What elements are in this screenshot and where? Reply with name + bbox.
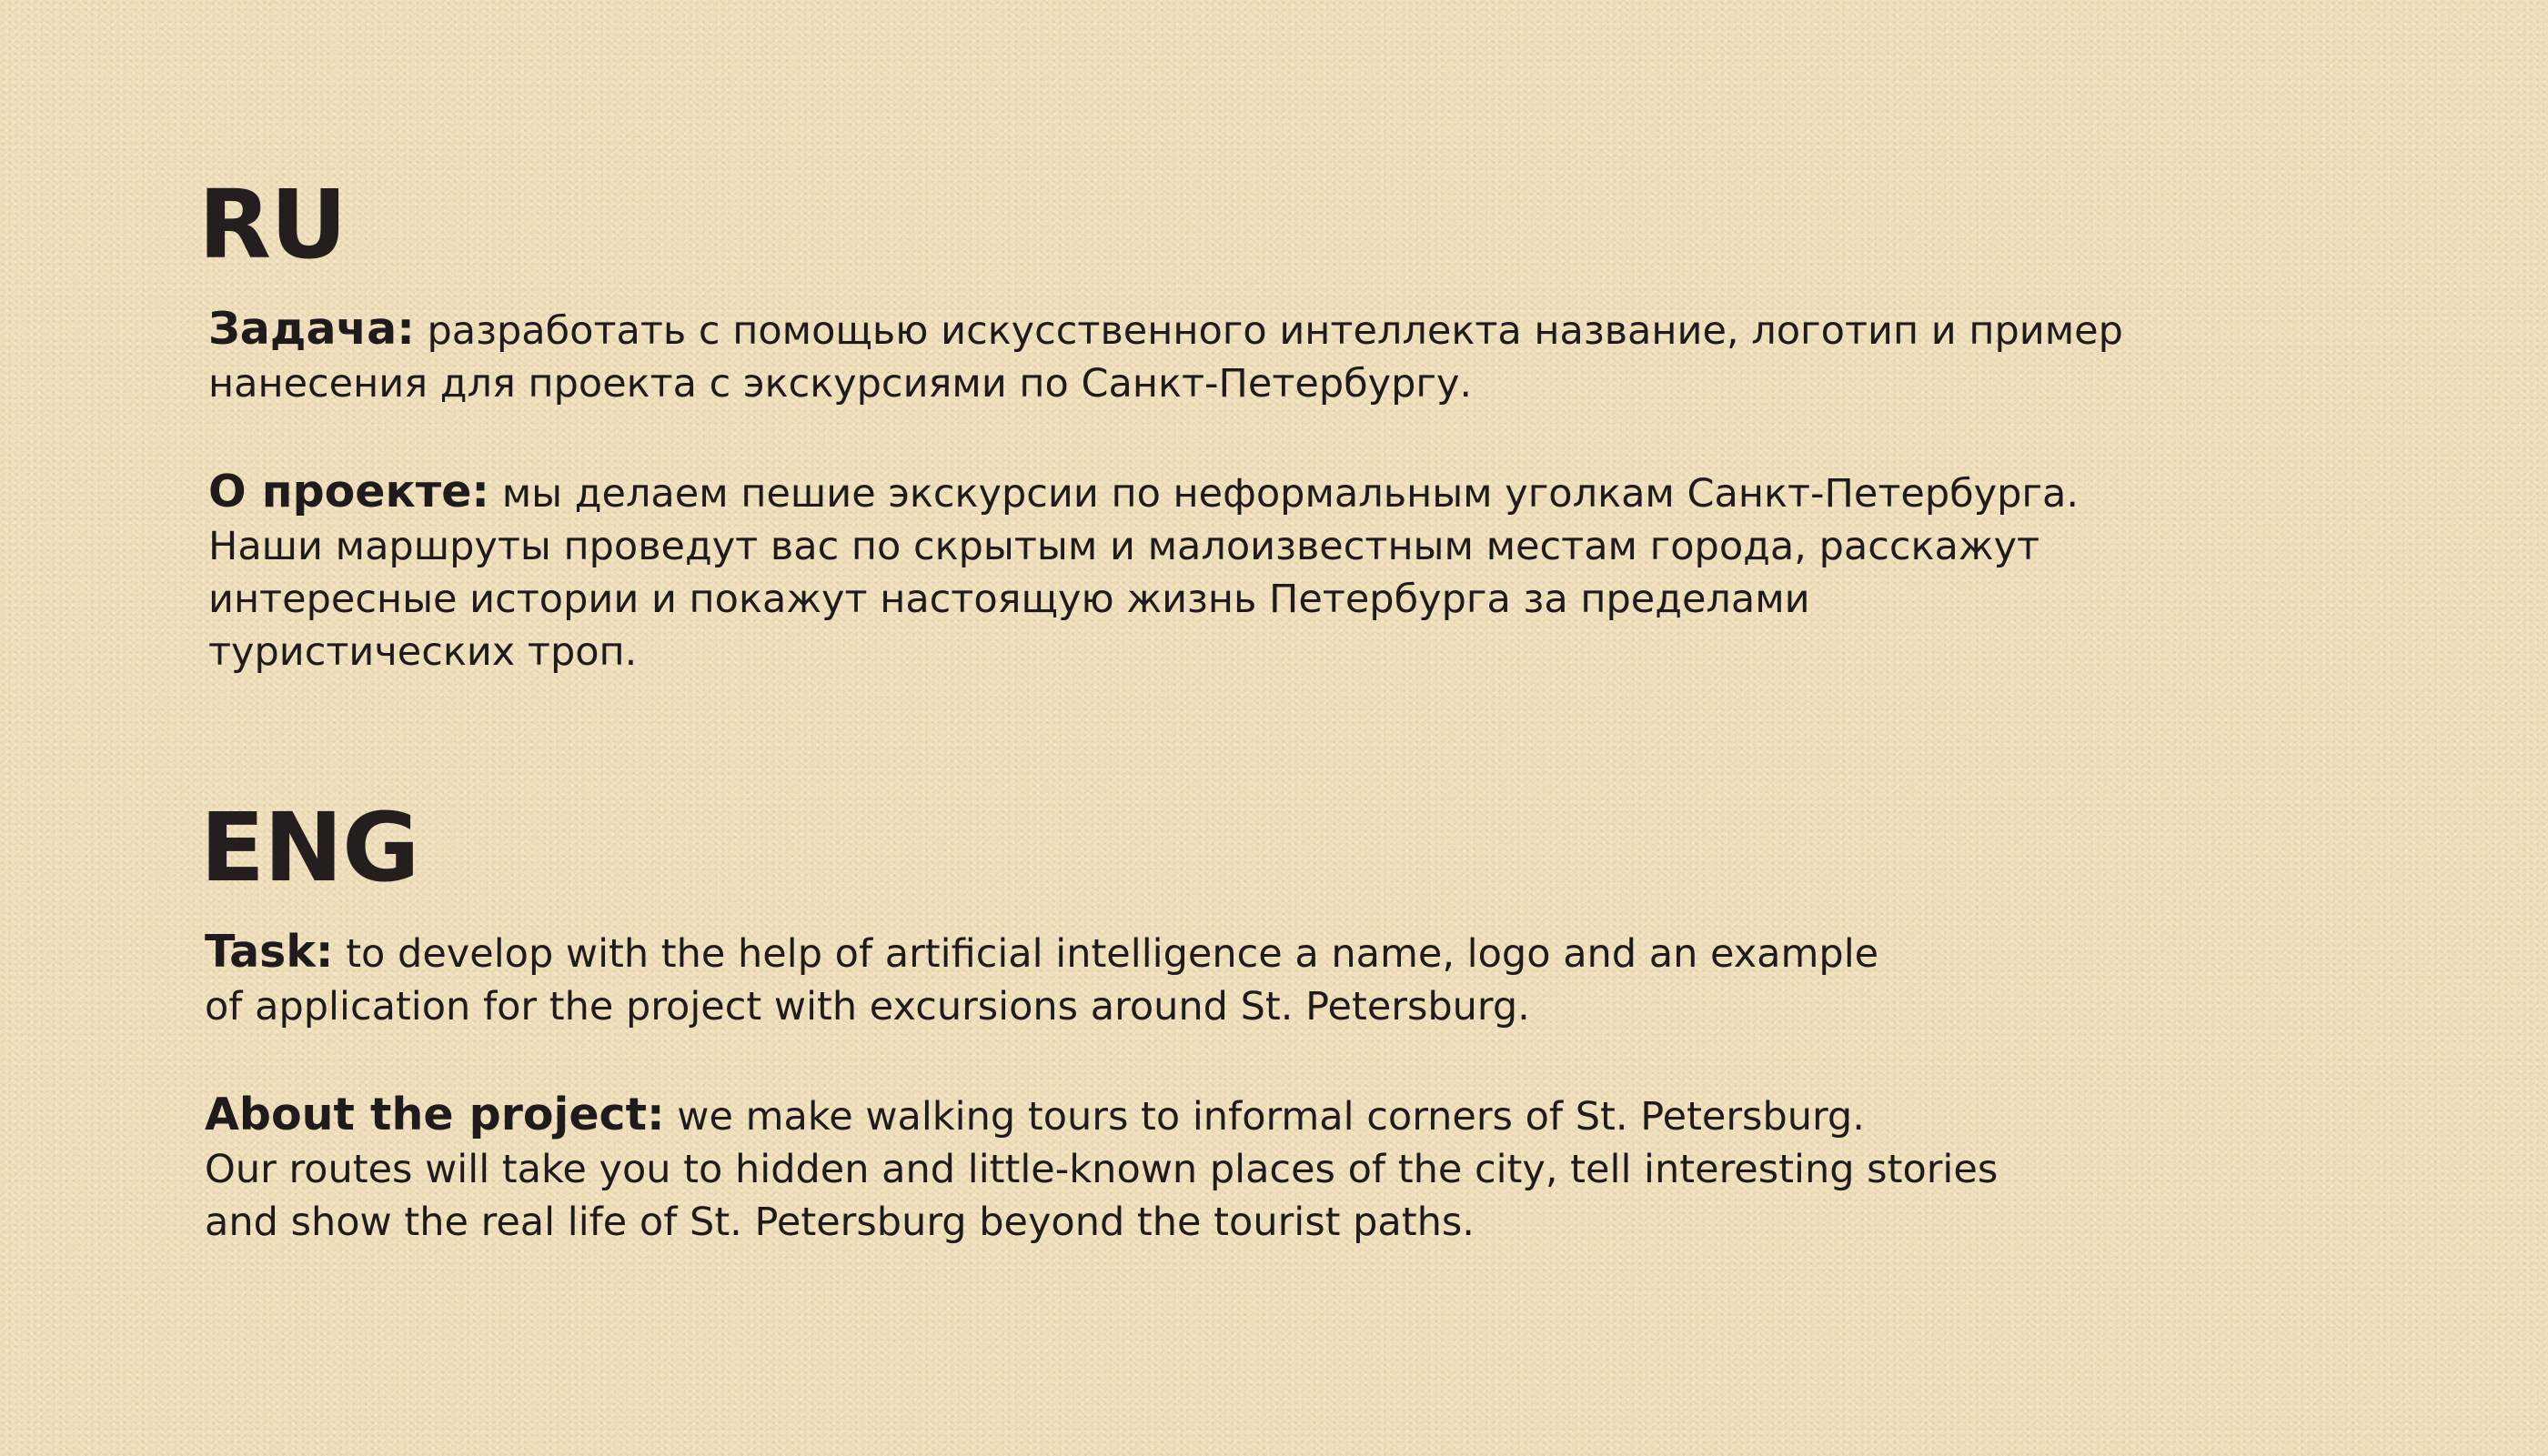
ru-task-line-1 [208, 303, 2123, 357]
eng-about-paragraph [205, 1089, 1998, 1249]
ru-about-text-4: туристических троп. [208, 629, 638, 675]
ru-task-paragraph [208, 303, 2123, 410]
ru-about-line-1 [208, 466, 2079, 520]
eng-about-line-1 [205, 1089, 1998, 1143]
eng-about-label: About the project: [205, 1089, 665, 1140]
eng-about-text-3: and show the real life of St. Petersburg beyond the tourist paths. [205, 1200, 1475, 1245]
ru-heading: RU [198, 169, 347, 280]
ru-about-text-2: Наши маршруты проведут вас по скрытым и малоизвестным местам города, расскажут [208, 524, 2040, 569]
eng-task-text-2: of application for the project with excursions around St. Petersburg. [205, 984, 1530, 1029]
eng-task-label: Task: [205, 926, 334, 978]
ru-task-text-1: разработать с помощью искусственного интеллекта название, логотип и пример [414, 308, 2123, 354]
eng-task-text-1: to develop with the help of artificial intelligence a name, logo and an example [333, 931, 1879, 977]
ru-about-text-3: интересные истории и покажут настоящую жизнь Петербурга за пределами [208, 577, 1810, 622]
eng-task-paragraph [205, 926, 1878, 1033]
ru-about-paragraph [208, 466, 2079, 678]
ru-about-label: О проекте: [208, 466, 490, 517]
eng-task-line-1 [205, 926, 1878, 980]
ru-task-text-2: нанесения для проекта с экскурсиями по Санкт-Петербургу. [208, 361, 1473, 407]
eng-heading: ENG [200, 792, 419, 903]
eng-about-text-1: we make walking tours to informal corners of St. Petersburg. [664, 1094, 1865, 1140]
eng-about-text-2: Our routes will take you to hidden and little-known places of the city, tell interesting stories [205, 1147, 1999, 1192]
ru-task-label: Задача: [208, 303, 415, 355]
ru-about-text-1: мы делаем пешие экскурсии по неформальным уголкам Санкт-Петербурга. [489, 471, 2080, 517]
